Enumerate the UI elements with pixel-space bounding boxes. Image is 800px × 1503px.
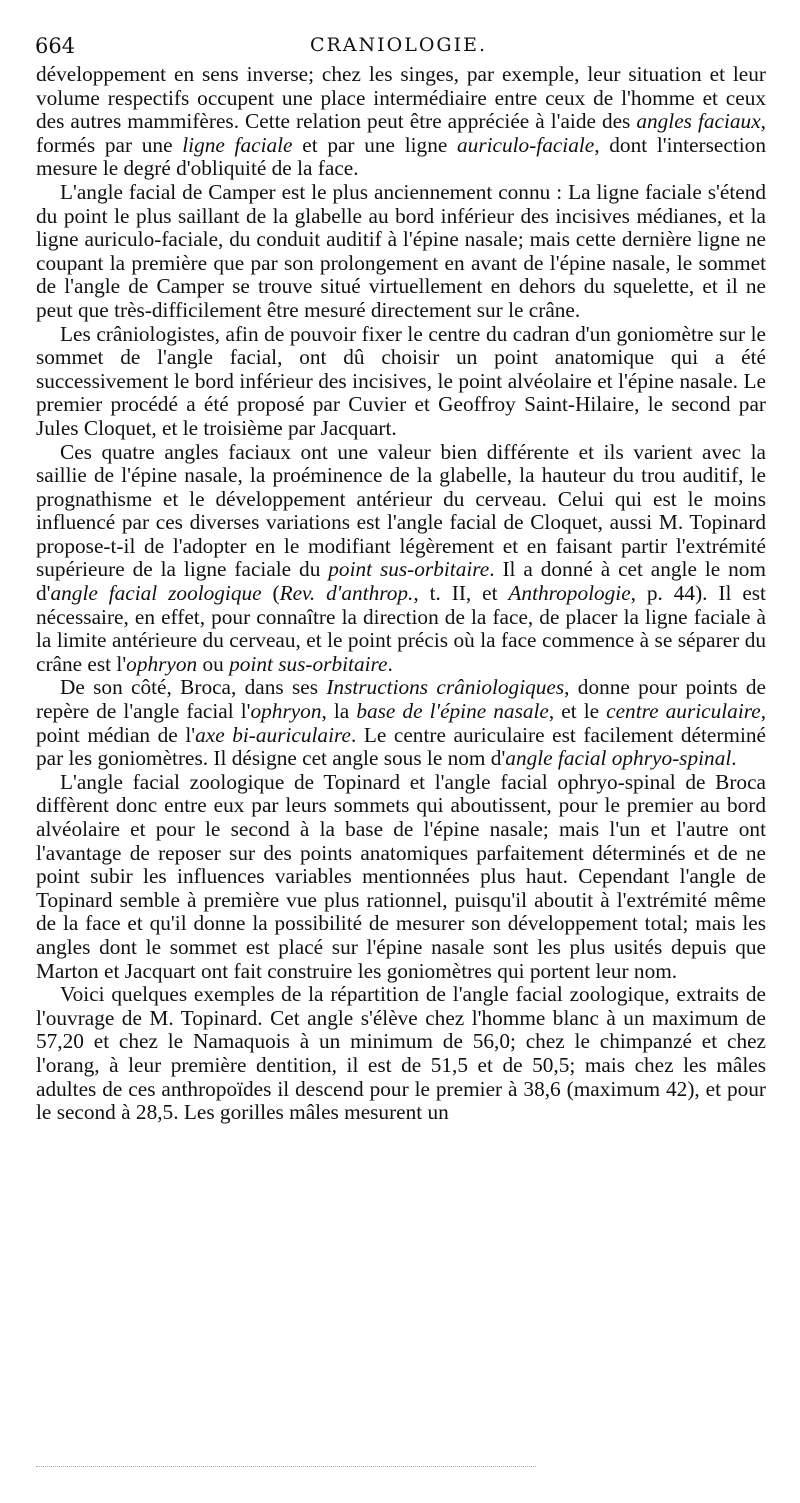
paragraph — [36, 63, 766, 181]
italic-text: axe bi-auriculaire — [195, 722, 351, 747]
page-footer-rule — [36, 1466, 536, 1470]
paragraph — [36, 983, 766, 1125]
italic-text: angles faciaux — [636, 109, 761, 134]
text-run: , la — [321, 699, 357, 724]
text-run: , et le — [548, 699, 607, 724]
text-run: ( — [261, 581, 280, 606]
text-run: et par une ligne — [292, 132, 458, 157]
italic-text: point sus-orbitaire — [229, 651, 388, 676]
italic-text: ophryon — [126, 651, 198, 676]
text-run: , point médian de l' — [36, 699, 767, 747]
text-run: . Le centre auriculaire est facilement déterminé par les goniomètres. Il désigne cet angle sous le nom d' — [36, 722, 766, 771]
page-number: 664 — [35, 34, 76, 58]
page-header — [35, 34, 762, 62]
italic-text: Anthropologie — [508, 581, 631, 606]
text-run: Ces quatre angles faciaux ont une valeur bien différente et ils varient avec la saillie de l'épine nasale, la proéminence de la glabelle, la hauteur du trou auditif, le prognathisme et le développement antérieur du cerveau. Celui qui est le moins influencé par ces diverses variations est l'angle facial de Cloquet, aussi M. Topinard propose-t-il de l'adopter en le modifiant légèrement et en faisant partir l'extrémité supérieure de la ligne faciale du — [36, 439, 766, 582]
text-run: . — [387, 651, 393, 676]
italic-text: Rev. d'anthrop. — [279, 581, 414, 606]
paragraph — [36, 181, 766, 323]
italic-text: ophryon — [250, 699, 322, 724]
text-run: , p. 44). Il est nécessaire, en effet, pour connaître la direction de la face, de placer la ligne faciale à la limite antérieure du cerveau, et le point précis où la face commence à se séparer du crâne est l' — [36, 581, 766, 676]
running-title: CRANIOLOGIE. — [309, 34, 488, 56]
text-run: Voici quelques exemples de la répartition de l'angle facial zoologique, extraits de l'ouvrage de M. Topinard. Cet angle s'élève chez l'homme blanc à un maximum de 57,20 et chez le Namaquois à un minimum de 56,0; chez le chimpanzé et chez l'orang, à leur première dentition, il est de 51,5 et de 50,5; mais chez les mâles adultes de ces anthropoïdes il descend pour le premier à 38,6 (maximum 42), et pour le second à 28,5. Les gorilles mâles mesurent un — [36, 982, 766, 1125]
text-run: . — [731, 746, 737, 771]
italic-text: point sus-orbitaire — [328, 557, 490, 582]
paragraph — [36, 771, 766, 983]
paragraph — [36, 441, 766, 677]
text-run: ou — [197, 651, 230, 676]
italic-text: Instructions crâniologiques — [326, 675, 565, 700]
text-run: , t. II, et — [413, 581, 509, 606]
text-run: L'angle facial de Camper est le plus anciennement connu : La ligne faciale s'étend du point le plus saillant de la glabelle au bord inférieur des incisives médianes, et la ligne auriculo-faciale, du conduit auditif à l'épine nasale; mais cette dernière ligne ne coupant la première que par son prolongement en avant de l'épine nasale, le sommet de l'angle de Camper se trouve situé virtuellement en dehors du squelette, et il ne peut que très-difficilement être mesuré directement sur le crâne. — [36, 179, 766, 322]
text-run: L'angle facial zoologique de Topinard et l'angle facial ophryo-spinal de Broca diffèrent donc entre eux par leurs sommets qui aboutissent, pour le premier au bord alvéolaire et pour le second à la base de l'épine nasale; mais l'un et l'autre ont l'avantage de reposer sur des points anatomiques parfaitement déterminés et de ne point subir les influences variables mentionnées plus haut. Cependant l'angle de Topinard semble à première vue plus rationnel, puisqu'il aboutit à l'extrémité même de la face et qu'il donne la possibilité de mesurer son développement total; mais les angles dont le sommet est placé sur l'épine nasale sont les plus usités depuis que Marton et Jacquart ont fait construire les goniomètres qui portent leur nom. — [36, 769, 766, 983]
text-run: . Il a donné à cet angle le nom d' — [36, 557, 766, 606]
italic-text: ligne faciale — [182, 132, 293, 157]
paragraph — [36, 323, 766, 441]
text-run: Les crâniologistes, afin de pouvoir fixer le centre du cadran d'un goniomètre sur le sommet de l'angle facial, ont dû choisir un point anatomique qui a été successivement le bord inférieur des incisives, le point alvéolaire et l'épine nasale. Le premier procédé a été proposé par Cuvier et Geoffroy Saint-Hilaire, le second par Jules Cloquet, et le troisième par Jacquart. — [36, 321, 766, 440]
italic-text: auriculo-faciale — [457, 132, 595, 157]
page-body — [36, 63, 766, 1125]
italic-text: angle facial ophryo-spinal — [505, 746, 732, 771]
italic-text: centre auriculaire — [606, 699, 761, 724]
text-run: De son côté, Broca, dans ses — [60, 675, 327, 700]
text-run: , dont l'intersection mesure le degré d'obliquité de la face. — [36, 132, 766, 181]
text-run: , donne pour points de repère de l'angle facial l' — [36, 675, 766, 724]
italic-text: angle facial zoologique — [50, 581, 262, 606]
text-run: , formés par une — [36, 109, 766, 157]
text-run: développement en sens inverse; chez les singes, par exemple, leur situation et leur volume respectifs occupent une place intermédiaire entre ceux de l'homme et ceux des autres mammifères. Cette relation peut être appréciée à l'aide des — [36, 62, 766, 134]
italic-text: base de l'épine nasale — [356, 699, 549, 724]
paragraph — [36, 676, 766, 770]
